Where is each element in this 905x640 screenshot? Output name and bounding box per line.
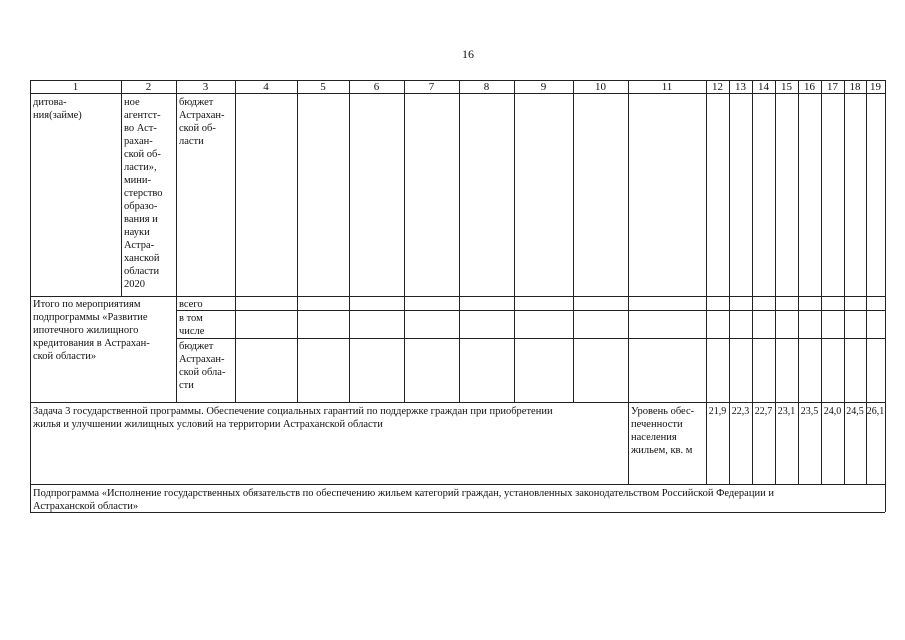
row1-col2-text-line: области — [124, 266, 160, 277]
column-header: 17 — [827, 81, 838, 93]
row1-col2-text-line: ской об- — [124, 149, 161, 160]
column-header: 7 — [428, 81, 435, 93]
table-side-border — [30, 80, 31, 512]
itogo-label-line: подпрограммы «Развитие — [33, 312, 148, 323]
itogo-v-tom-chisle — [179, 312, 233, 338]
itogo-row-border — [30, 296, 885, 297]
itogo-budget-line: ской обла- — [179, 367, 226, 378]
column-header: 19 — [870, 81, 881, 93]
row1-col2-text-line: рахан- — [124, 136, 153, 147]
row1-col3-text-line: ласти — [179, 136, 204, 147]
task3-indicator-line: населения — [631, 432, 677, 443]
row1-col3-text — [179, 96, 233, 148]
column-divider — [706, 80, 707, 402]
column-header: 11 — [661, 81, 673, 93]
itogo-subrow-border — [176, 310, 885, 311]
row1-col2-text-line: 2020 — [124, 279, 145, 290]
subprogram-text-line: Подпрограмма «Исполнение государственных обязательств по обеспечению жильем категорий граждан, установленных законодательством Российской Федерации и — [33, 488, 774, 499]
column-header: 16 — [804, 81, 815, 93]
column-divider — [866, 80, 867, 402]
itogo-label-line: кредитования в Астрахан- — [33, 338, 150, 349]
itogo-vsego: всего — [179, 299, 203, 310]
row1-col2-text-line: мини- — [124, 175, 151, 186]
column-header: 1 — [72, 81, 79, 93]
row1-col2-text-line: ханской — [124, 253, 160, 264]
task-row-border — [30, 402, 885, 403]
column-divider — [844, 80, 845, 402]
task3-value: 24,5 — [846, 406, 864, 417]
task3-text — [33, 405, 625, 431]
column-header: 13 — [735, 81, 746, 93]
itogo-label — [33, 298, 174, 363]
task3-indicator-line: жильем, кв. м — [631, 445, 693, 456]
row1-col2-text-line: вания и — [124, 214, 158, 225]
task3-text-line: жилья и улучшении жилищных условий на территории Астраханской области — [33, 419, 383, 430]
itogo-budget-line: сти — [179, 380, 194, 391]
subprogram-row-border — [30, 484, 885, 485]
task3-value: 22,3 — [731, 406, 750, 417]
column-divider — [176, 80, 177, 402]
column-divider — [628, 402, 629, 484]
itogo-subrow-border — [176, 338, 885, 339]
column-header: 9 — [540, 81, 547, 93]
itogo-label-line: Итого по мероприятиям — [33, 299, 141, 310]
itogo-budget-line: Астрахан- — [179, 354, 225, 365]
column-divider — [404, 80, 405, 402]
column-header: 14 — [758, 81, 769, 93]
column-divider — [297, 80, 298, 402]
task3-value: 21,9 — [708, 406, 727, 417]
page-number: 16 — [462, 47, 474, 61]
task3-value: 23,1 — [777, 406, 796, 417]
column-header: 12 — [712, 81, 723, 93]
column-header: 3 — [202, 81, 209, 93]
row1-col1-text-line: дитова- — [33, 97, 67, 108]
row1-col2-text-line: Астра- — [124, 240, 155, 251]
row1-col3-text-line: Астрахан- — [179, 110, 225, 121]
row1-col2-text-line: науки — [124, 227, 150, 238]
column-header: 5 — [320, 81, 326, 93]
row1-col1-text — [33, 96, 118, 122]
column-divider — [573, 80, 574, 402]
column-divider — [628, 80, 629, 402]
subprogram-text-line: Астраханской области» — [33, 501, 139, 512]
table-side-border — [885, 80, 886, 512]
row1-col2-text-line: агентст- — [124, 110, 161, 121]
row1-col1-text-line: ния(займе) — [33, 110, 82, 121]
task3-indicator-line: Уровень обес- — [631, 406, 695, 417]
column-divider — [775, 80, 776, 402]
itogo-v-tom-chisle-line: числе — [179, 326, 205, 337]
row1-col2-text-line: ное — [124, 97, 140, 108]
column-divider — [121, 80, 122, 296]
itogo-budget — [179, 340, 233, 392]
subprogram-text — [33, 487, 883, 513]
row1-col3-text-line: ской об- — [179, 123, 216, 134]
column-divider — [798, 80, 799, 402]
task3-indicator-line: печенности — [631, 419, 683, 430]
row1-col2-text-line: во Аст- — [124, 123, 157, 134]
itogo-label-line: ипотечного жилищного — [33, 325, 139, 336]
row1-col2-text-line: ласти», — [124, 162, 157, 173]
column-header: 15 — [781, 81, 792, 93]
column-divider — [821, 80, 822, 402]
row1-col3-text-line: бюджет — [179, 97, 214, 108]
column-header: 8 — [483, 81, 490, 93]
itogo-label-line: ской области» — [33, 351, 97, 362]
itogo-v-tom-chisle-line: в том — [179, 313, 203, 324]
column-divider — [459, 80, 460, 402]
column-header: 10 — [595, 81, 606, 93]
task3-value: 22,7 — [754, 406, 773, 417]
itogo-budget-line: бюджет — [179, 341, 214, 352]
column-header: 6 — [373, 81, 380, 93]
column-divider — [235, 80, 236, 402]
row1-col2-text — [124, 96, 174, 291]
column-header: 2 — [145, 81, 152, 93]
task3-value: 26,1 — [866, 406, 885, 417]
task3-value: 23,5 — [800, 406, 819, 417]
column-divider — [349, 80, 350, 402]
column-divider — [514, 80, 515, 402]
task3-text-line: Задача 3 государственной программы. Обеспечение социальных гарантий по поддержке граждан при приобретении — [33, 406, 553, 417]
column-header: 18 — [849, 81, 861, 93]
column-divider — [752, 80, 753, 402]
column-header: 4 — [263, 81, 269, 93]
row1-col2-text-line: образо- — [124, 201, 158, 212]
task3-indicator — [631, 405, 705, 457]
task3-value: 24,0 — [823, 406, 842, 417]
row1-col2-text-line: стерство — [124, 188, 163, 199]
column-divider — [729, 80, 730, 402]
